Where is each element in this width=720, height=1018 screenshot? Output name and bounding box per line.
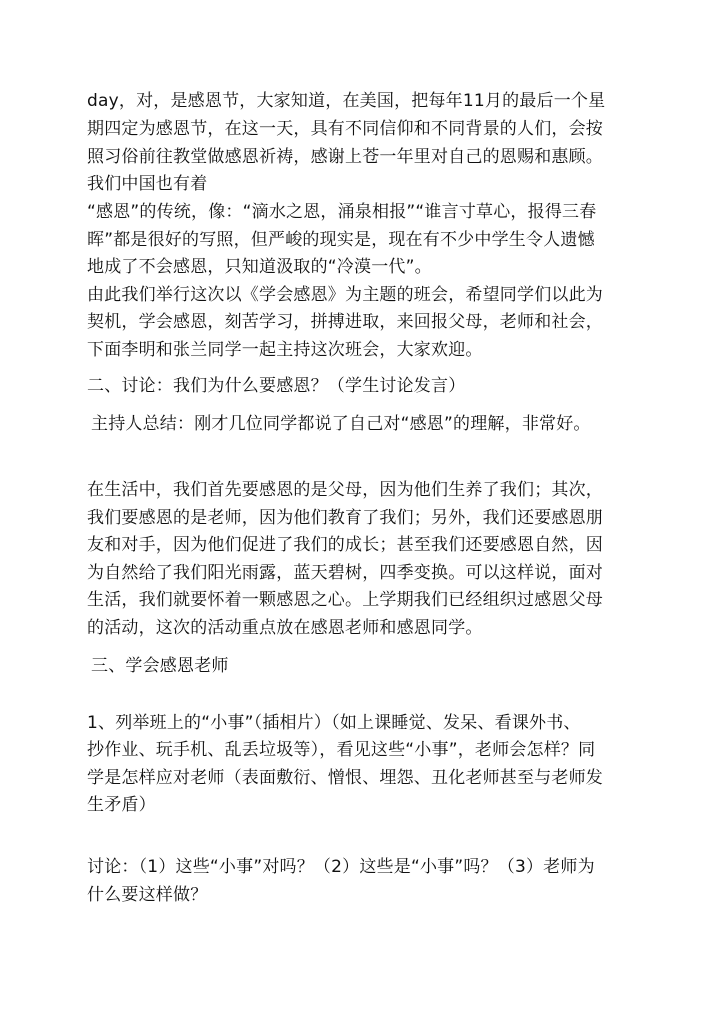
text-line: 什么要这样做？ bbox=[87, 885, 208, 905]
section-heading: 三、学会感恩老师 bbox=[91, 656, 229, 676]
text-line: “感恩”的传统，像：“滴水之恩，涌泉相报”“谁言寸草心，报得三春 bbox=[87, 202, 597, 222]
text-line: 契机，学会感恩，刻苦学习，拼搏进取，来回报父母，老师和社会， bbox=[87, 312, 603, 332]
text-line: 我们中国也有着 bbox=[87, 174, 208, 194]
text-line: 1、列举班上的“小事”（插相片）（如上课睡觉、发呆、看课外书、 bbox=[87, 713, 581, 733]
text-line: 抄作业、玩手机、乱丢垃圾等），看见这些“小事”，老师会怎样？同 bbox=[87, 740, 596, 760]
text-line: 的活动，这次的活动重点放在感恩老师和感恩同学。 bbox=[87, 618, 483, 638]
text-line: 在生活中，我们首先要感恩的是父母，因为他们生养了我们；其次， bbox=[87, 480, 603, 500]
text-line: 讨论：（1）这些“小事”对吗？（2）这些是“小事”吗？（3）老师为 bbox=[87, 857, 595, 877]
text-line: 照习俗前往教堂做感恩祈祷，感谢上苍一年里对自己的恩赐和惠顾。 bbox=[87, 147, 603, 167]
text-line: 生活，我们就要怀着一颗感恩之心。上学期我们已经组织过感恩父母 bbox=[87, 590, 603, 610]
host-summary: 主持人总结：刚才几位同学都说了自己对“感恩”的理解，非常好。 bbox=[91, 414, 591, 434]
text-line: day，对，是感恩节，大家知道，在美国，把每年11月的最后一个星 bbox=[87, 91, 606, 111]
text-line: 晖”都是很好的写照，但严峻的现实是，现在有不少中学生令人遗憾 bbox=[87, 230, 595, 250]
text-line: 友和对手，因为他们促进了我们的成长；甚至我们还要感恩自然，因 bbox=[87, 535, 603, 555]
text-line: 地成了不会感恩，只知道汲取的“冷漠一代”。 bbox=[87, 257, 432, 277]
text-line: 期四定为感恩节，在这一天，具有不同信仰和不同背景的人们，会按 bbox=[87, 119, 603, 139]
section-heading: 二、讨论：我们为什么要感恩？（学生讨论发言） bbox=[87, 376, 466, 396]
text-line: 学是怎样应对老师（表面敷衍、憎恨、埋怨、丑化老师甚至与老师发 bbox=[87, 768, 603, 788]
text-line: 我们要感恩的是老师，因为他们教育了我们；另外，我们还要感恩朋 bbox=[87, 508, 603, 528]
text-line: 为自然给了我们阳光雨露，蓝天碧树，四季变换。可以这样说，面对 bbox=[87, 563, 603, 583]
text-line: 生矛盾） bbox=[87, 795, 156, 815]
text-line: 由此我们举行这次以《学会感恩》为主题的班会，希望同学们以此为 bbox=[87, 285, 603, 305]
text-line: 下面李明和张兰同学一起主持这次班会，大家欢迎。 bbox=[87, 340, 483, 360]
